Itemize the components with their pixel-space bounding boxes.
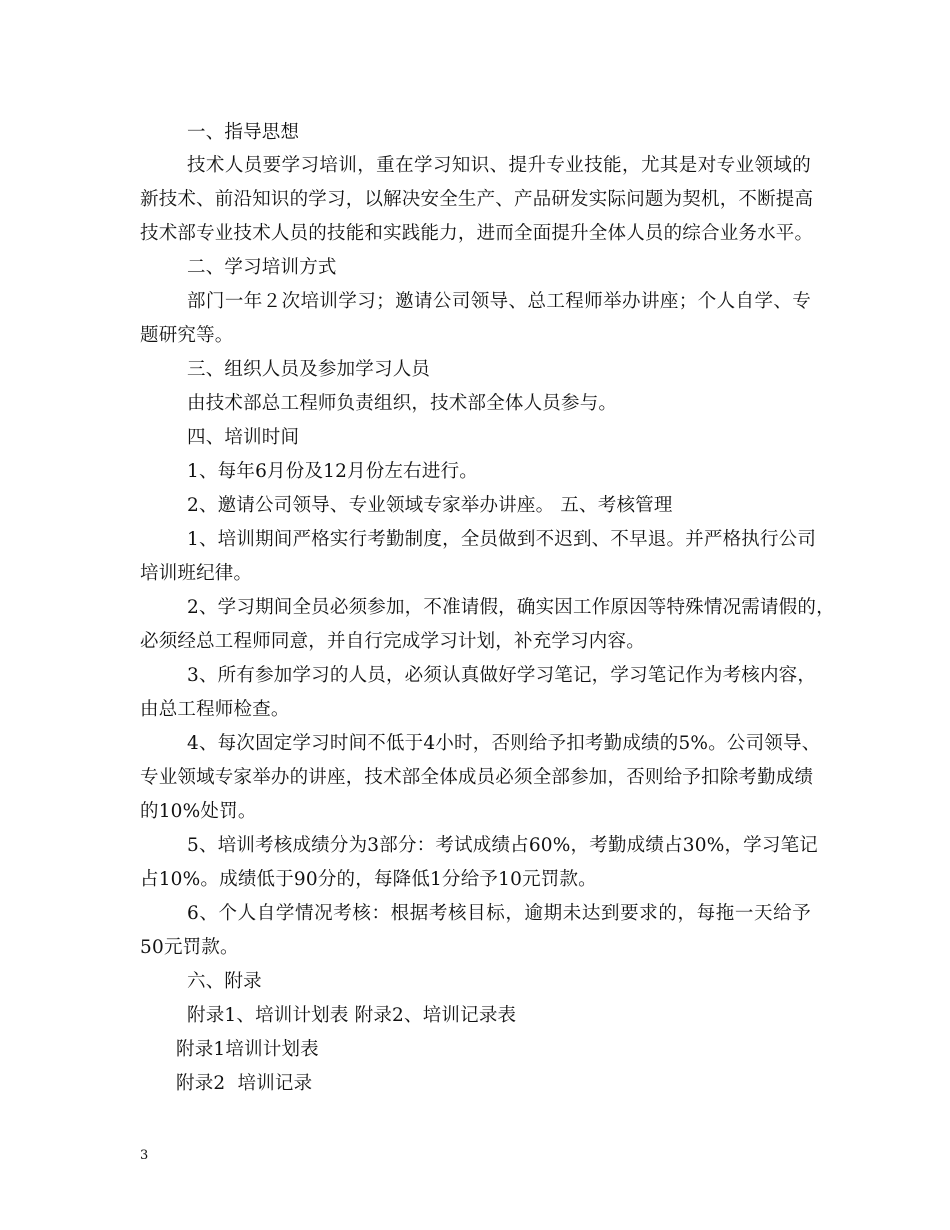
paragraph-line: 的10%处罚。 [140, 801, 257, 822]
appendix-list: 附录1、培训计划表 附录2、培训记录表 [187, 1005, 517, 1026]
list-item: 2、邀请公司领导、专业领域专家举办讲座。 五、考核管理 [187, 495, 673, 516]
heading-training-time: 四、培训时间 [187, 427, 300, 448]
appendix-1-title: 附录1培训计划表 [176, 1039, 319, 1060]
heading-appendix: 六、附录 [187, 971, 262, 992]
paragraph-line: 新技术、前沿知识的学习，以解决安全生产、产品研发实际问题为契机，不断提高 [140, 189, 814, 210]
list-item: 3、所有参加学习的人员，必须认真做好学习笔记，学习笔记作为考核内容， [187, 665, 817, 686]
paragraph-line: 50元罚款。 [140, 937, 239, 958]
paragraph-line: 占10%。成绩低于90分的，每降低1分给予10元罚款。 [140, 869, 597, 890]
paragraph-line: 部门一年２次培训学习；邀请公司领导、总工程师举办讲座；个人自学、专 [187, 291, 811, 312]
list-item: 2、学习期间全员必须参加，不准请假，确实因工作原因等特殊情况需请假的， [187, 597, 835, 618]
list-item: 6、个人自学情况考核：根据考核目标，逾期未达到要求的，每拖一天给予 [187, 903, 811, 924]
paragraph-line: 专业领域专家举办的讲座，技术部全体成员必须全部参加，否则给予扣除考勤成绩 [140, 767, 814, 788]
paragraph-line: 由技术部总工程师负责组织，技术部全体人员参与。 [187, 393, 618, 414]
paragraph-line: 技术部专业技术人员的技能和实践能力，进而全面提升全体人员的综合业务水平。 [140, 223, 814, 244]
heading-guiding-ideology: 一、指导思想 [187, 122, 300, 143]
list-item: 5、培训考核成绩分为3部分：考试成绩占60%，考勤成绩占30%，学习笔记 [187, 835, 818, 856]
heading-organizers: 三、组织人员及参加学习人员 [187, 359, 431, 380]
list-item: 1、每年6月份及12月份左右进行。 [187, 461, 478, 482]
heading-training-method: 二、学习培训方式 [187, 257, 337, 278]
paragraph-line: 培训班纪律。 [140, 563, 253, 584]
list-item: 1、培训期间严格实行考勤制度，全员做到不迟到、不早退。并严格执行公司 [187, 529, 817, 550]
appendix-2-title: 附录2 培训记录 [176, 1073, 313, 1094]
paragraph-line: 必须经总工程师同意，并自行完成学习计划，补充学习内容。 [140, 631, 645, 652]
paragraph-line: 技术人员要学习培训，重在学习知识、提升专业技能，尤其是对专业领域的 [187, 155, 811, 176]
paragraph-line: 题研究等。 [140, 325, 234, 346]
paragraph-line: 由总工程师检查。 [140, 699, 290, 720]
page-number: 3 [140, 1148, 149, 1163]
list-item: 4、每次固定学习时间不低于4小时，否则给予扣考勤成绩的5%。公司领导、 [187, 733, 821, 754]
